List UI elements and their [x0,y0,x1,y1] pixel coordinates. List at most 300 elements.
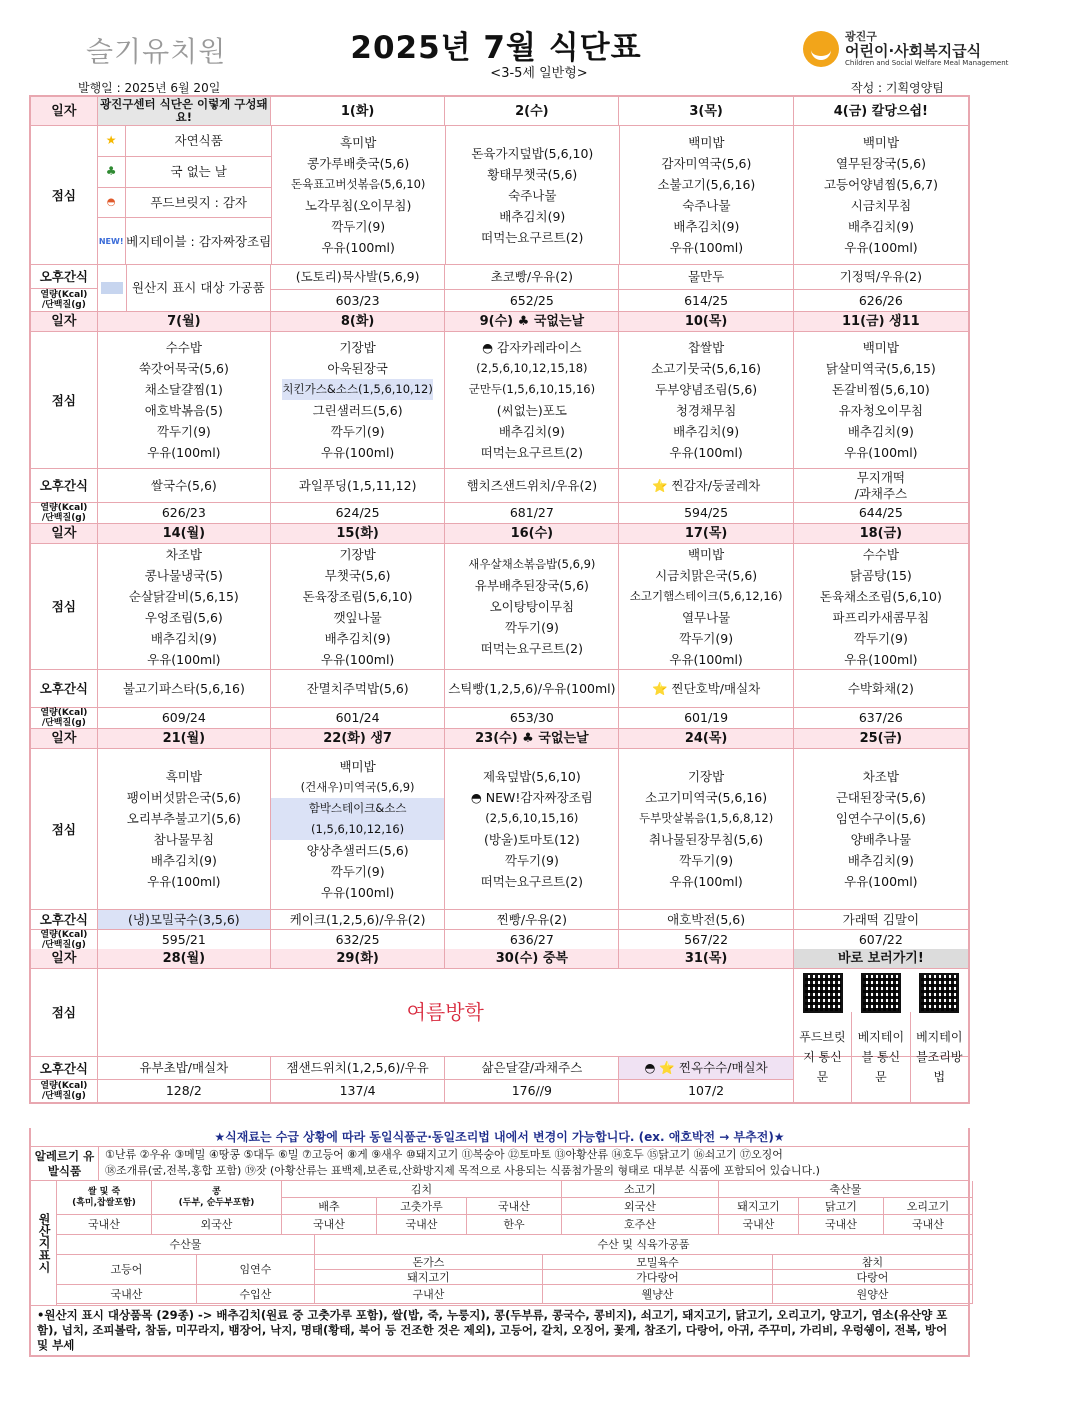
text-line: 소고기뭇국(5,6,16) [651,361,762,376]
origin-value: 국내산 [719,1215,799,1235]
text-line: 유부배추된장국(5,6) [474,578,589,593]
kcal-cell: 603/23 [335,293,380,308]
text-line: 떠먹는요구르트(2) [480,445,583,460]
lunch-cell [794,749,968,909]
week3-kcal-row [31,708,968,729]
logo-en-text: Children and Social Welfare Meal Management [845,59,1009,67]
origin-subheader: 배추 [282,1198,377,1215]
text-line: 백미밥 [688,135,725,150]
text-line: 깍두기(9) [853,630,908,646]
day-header: 31(목) [619,949,793,968]
day-header: 24(목) [619,729,793,748]
text-line: 우유(100ml) [844,445,918,460]
snack-kcal-cell [445,1057,619,1102]
day-header: 3(목) [619,97,793,125]
origin-subheader: 외국산 [562,1198,719,1215]
legend-box [98,126,272,264]
text-line: 함박스테이크&소스(1,5,6,10,12,16) [271,798,444,840]
text-line: 배추김치(9) [150,630,217,646]
smile-logo-icon [803,31,839,67]
week4-lunch-row [31,749,968,910]
text-line: 우유(100ml) [844,240,918,255]
text-line: /단백질(g) [41,939,86,950]
text-line: 새우살채소볶음밥(5,6,9) [468,557,596,571]
snack-cell: 초코빵/우유(2) [445,265,618,290]
lunch-label: 점심 [31,544,98,669]
kcal-cell: 626/23 [98,503,271,523]
lunch-label: 점심 [31,749,98,909]
text-line: 참나물무침 [153,832,215,847]
snack-kcal-cell [619,1057,793,1102]
text-line: 깍두기(9) [330,424,385,439]
week5-snack-kcal-row [31,1030,968,1102]
text-line: 소불고기(5,6,16) [657,177,756,192]
bottom-section [29,1128,970,1357]
week3-days-row [31,524,968,544]
origin-grid [57,1181,968,1305]
lunch-label: 점심 [31,126,98,264]
text-line: 닭곰탕(15) [849,567,912,583]
day-header: 15(화) [271,524,445,543]
quick-view-header: 바로 보러가기! [794,949,968,968]
author: 작성 : 기획영양팀 [851,81,944,95]
snack-kcal-cell [794,265,968,311]
label-stack [31,1057,98,1102]
kcal-cell: 609/24 [98,708,271,728]
logo-small-text: 광진구 [845,30,877,43]
text-line: 채소달걀찜(1) [144,382,223,397]
legend-text: 푸드브릿지 : 감자 [150,194,247,210]
origin-header: 수산물 [57,1235,315,1255]
text-line: 돈갈비찜(5,6,10) [831,382,930,397]
kcal-cell: 681/27 [445,503,619,523]
label-stack [31,265,98,311]
snack-cell: (도토리)묵사발(5,6,9) [271,265,444,290]
text-line: 돈육채소조림(5,6,10) [819,588,942,604]
text-line: 닭살미역국(5,6,15) [825,361,936,376]
text-line: 열량(Kcal) [40,503,88,513]
snack-cell: 쌀국수(5,6) [98,469,271,502]
kcal-cell: 637/26 [858,710,903,725]
snack-label: 오후간식 [31,469,98,502]
text-line: 제육덮밥(5,6,10) [482,769,581,784]
text-line: /단백질(g) [41,513,86,523]
text-line: /단백질(g) [41,718,86,728]
text-line: ◓ NEW!감자짜장조림 [470,790,593,805]
origin-header: 다랑어 [773,1270,973,1285]
snack-label: 오후간식 [31,265,97,289]
week4-snack-row [31,910,968,930]
lunch-label: 점심 [31,969,98,1056]
snack-cell: 찐빵/우유(2) [445,910,619,929]
day-header: 8(화) [271,312,445,331]
text-line: 무챗국(5,6) [324,567,391,583]
text-line: 우유(100ml) [147,445,221,460]
text-line: 무지개떡 [856,469,906,485]
text-line: 소고기햄스테이크(5,6,12,16) [629,588,783,603]
origin-header: 김치 [282,1181,562,1198]
week4-days-row [31,729,968,749]
snack-label: 오후간식 [31,910,98,929]
day-header: 28(월) [98,949,271,968]
origin-subheader: 돼지고기 [719,1198,799,1215]
origin-header [57,1181,152,1215]
kcal-cell: 137/4 [339,1083,376,1098]
text-line: 배추김치(9) [499,208,566,224]
text-line: 콩 [212,1186,221,1197]
origin-icon [98,265,127,311]
day-header: 30(수) 중복 [445,949,619,968]
origin-header: 가다랑어 [543,1270,773,1285]
kcal-cell: 632/25 [271,930,445,949]
text-line: 수수밥 [165,340,202,355]
text-line: 군만두(1,5,6,10,15,16) [468,382,596,396]
origin-label: 원산지표시 [31,1181,57,1305]
origin-value: 국내산 [377,1215,467,1235]
origin-value: 국내산 [57,1285,197,1304]
origin-header: 참치 [773,1255,973,1270]
kcal-cell: 107/2 [688,1083,725,1098]
text-line: 배추김치(9) [673,219,740,234]
week2-days-row [31,312,968,332]
text-line: 우유(100ml) [147,874,221,889]
snack-cell: 잼샌드위치(1,2,5,6)/우유 [271,1057,444,1080]
allergy-text [99,1147,968,1180]
lunch-cell [271,749,445,909]
text-line: 찹쌀밥 [687,340,725,355]
text-line: 오이탕탕이무침 [489,599,575,614]
day-label: 일자 [31,97,98,125]
lunch-cell [619,544,793,669]
text-line: 양상추샐러드(5,6) [306,842,409,858]
week1-lunch-row [31,126,968,265]
text-line: 두부양념조림(5,6) [655,382,758,397]
kcal-cell: 636/27 [445,930,619,949]
origin-legend [98,265,271,311]
qr-code-icon[interactable] [803,973,843,1013]
page-title: 2025년 7월 식단표 [350,30,642,66]
text-line: 백미밥 [339,758,376,774]
text-line: 기장밥 [339,546,376,562]
text-line: 배추김치(9) [847,853,914,868]
origin-value: 원양산 [773,1285,973,1304]
lunch-cell [446,126,620,264]
day-header: 1(화) [271,97,445,125]
text-line: /단백질(g) [41,300,86,311]
text-line: 숙주나물 [508,187,557,203]
kcal-cell: 594/25 [619,503,793,523]
day-header: 11(금) 생11 [794,312,968,331]
day-header: 29(화) [271,949,445,968]
day-header: 14(월) [98,524,271,543]
origin-value: 한우 [467,1215,562,1235]
text-line: 돈육가지덮밥(5,6,10) [471,145,594,161]
text-line: (두부, 순두부포함) [178,1197,255,1208]
text-line: 열량(Kcal) [40,708,88,718]
text-line: 차조밥 [165,546,202,562]
new-badge-icon: NEW! [97,218,126,264]
text-line: 순살닭갈비(5,6,15) [128,588,239,604]
day-label: 일자 [31,312,98,331]
kcal-label [31,503,98,523]
snack-cell: 기정떡/우유(2) [794,265,968,290]
allergy-row [31,1147,968,1181]
kcal-cell: 601/24 [271,708,445,728]
text-line: 콩가루배춧국(5,6) [307,156,410,171]
snack-cell: ⭐ 찐감자/둥굴레차 [619,469,793,502]
kcal-cell: 567/22 [619,930,793,949]
snack-cell: 가래떡 김말이 [842,911,920,927]
notice: ★식재료는 수급 상황에 따라 동일식품군·동일조리법 내에서 변경이 가능합니다. (ex. 애호박전 → 부추전)★ [31,1128,968,1147]
week1-snack-kcal-row [31,265,968,312]
snack-cell: ◓ ⭐ 찐옥수수/매실차 [619,1057,792,1080]
origin-header: 소고기 [562,1181,719,1198]
text-line: 열무된장국(5,6) [835,156,926,171]
origin-value: 호주산 [562,1215,719,1235]
text-line: 우유(100ml) [669,240,744,255]
snack-cell: 유부초밥/매실차 [98,1057,270,1080]
legend-item [97,218,271,264]
text-line: 배추김치(9) [324,630,391,646]
snack-cell: ⭐ 찐단호박/매실차 [619,670,793,707]
text-line: /과채주스 [854,485,908,501]
text-line: 백미밥 [687,546,725,562]
text-line: (흑미,찹쌀포함) [72,1197,136,1208]
text-line: /단백질(g) [41,1091,86,1101]
text-line: 감자미역국(5,6) [661,156,752,171]
day-header: 16(수) [445,524,619,543]
origin-header: 돼지고기 [315,1270,543,1285]
day-header: 10(목) [619,312,793,331]
lunch-label: 점심 [31,332,98,468]
gwangjin-logo [803,28,1009,72]
origin-header: 수산 및 식육가공품 [315,1235,973,1255]
lunch-cell [619,749,793,909]
week2-lunch-row [31,332,968,469]
text-line: 깍두기(9) [504,853,559,868]
text-line: 근대된장국(5,6) [835,790,926,805]
qr-label: 베지테이블 통신문 [852,1012,910,1102]
publish-date: 발행일 : 2025년 6월 20일 [78,81,221,95]
qr-labels [794,1012,968,1102]
day-label: 일자 [31,729,98,748]
kcal-cell: 614/25 [684,293,729,308]
origin-subheader: 고춧가루 [377,1198,467,1215]
text-line: 우유(100ml) [320,445,395,460]
snack-cell: 삶은달걀/과채주스 [445,1057,618,1080]
origin-value: 웰냥산 [543,1285,773,1304]
text-line: 임연수구이(5,6) [835,811,926,826]
origin-value: 국내산 [57,1215,152,1235]
text-line: 돈육장조림(5,6,10) [302,588,413,604]
text-line: 유자청오이무침 [838,403,924,418]
legend-text: 자연식품 [174,133,223,149]
kcal-label [31,930,98,949]
text-line: 파프리카새콤무침 [832,609,930,625]
week2-snack-row [31,469,968,503]
day-header: 7(월) [98,312,271,331]
qr-label: 푸드브릿지 통신문 [794,1012,852,1102]
origin-value: 국내산 [282,1215,377,1235]
day-header: 4(금) 칼당으쉽! [794,97,968,125]
text-line: 우유(100ml) [844,651,918,667]
week1-day-row [31,97,968,126]
origin-header: 돈가스 [315,1255,543,1270]
text-line: 쌀 및 죽 [87,1186,121,1197]
origin-value: 수입산 [197,1285,315,1304]
text-line: (씨없는)포도 [496,403,567,418]
lunch-cell [271,332,445,468]
text-line: 깍두기(9) [331,219,386,234]
text-line: 우엉조림(5,6) [144,609,223,625]
kcal-cell: 653/30 [445,708,619,728]
text-line: 양배추나물 [850,832,912,847]
text-line: 깍두기(9) [504,620,559,635]
menu-table [29,95,970,1104]
kcal-cell: 626/26 [858,293,903,308]
kcal-cell: 601/19 [619,708,793,728]
origin-value: 외국산 [152,1215,282,1235]
text-line: 떠먹는요구르트(2) [481,229,584,245]
snack-cell: 스틱빵(1,2,5,6)/우유(100ml) [445,670,619,707]
qr-code-icon[interactable] [861,973,901,1013]
lunch-cell [271,544,445,669]
origin-header [152,1181,282,1215]
text-line: 그린샐러드(5,6) [312,403,403,418]
text-line: 취나물된장무침(5,6) [649,832,764,847]
text-line: 숙주나물 [682,198,731,213]
text-line: 떠먹는요구르트(2) [480,641,583,656]
origin-header: 모밀육수 [543,1255,773,1270]
text-line: 팽이버섯맑은국(5,6) [126,790,241,805]
text-line: 소고기미역국(5,6,16) [645,790,768,805]
legend-item [97,126,271,157]
kcal-cell: 652/25 [509,293,554,308]
text-line: 깍두기(9) [679,630,734,646]
text-line: 시금치맑은국(5,6) [655,567,758,583]
snack-cell: 햄치즈샌드위치/우유(2) [445,469,619,502]
origin-header: 고등어 [57,1255,197,1285]
lunch-cell [794,332,968,468]
text-line: 우유(100ml) [320,884,395,900]
page-subtitle: <3-5세 일반형> [490,66,588,81]
snack-kcal-cell [271,265,445,311]
kcal-cell: 176//9 [511,1083,552,1098]
origin-header: 임연수 [197,1255,315,1285]
kcal-cell: 644/25 [858,505,903,520]
text-line: 쑥갓어묵국(5,6) [138,361,229,376]
text-line: 우유(100ml) [669,651,743,667]
summer-vacation: 여름방학 [98,969,794,1056]
snack-kcal-cell [619,265,793,311]
text-line: 노각무침(오이무침) [305,198,412,213]
text-line: 깍두기(9) [330,863,385,879]
text-line: ◓ 감자카레라이스 [482,340,582,355]
allergy-line: ⑱조개류(굴,전복,홍합 포함) ⑲잣 (아황산류는 표백제,보존료,산화방지제 목적으로 사용되는 식품첨가물의 형태로 대부분 식품에 포함되어 있습니다.) [105,1164,820,1177]
text-line: 오리부추불고기(5,6) [126,811,241,826]
text-line: 백미밥 [862,340,899,355]
text-line: 고등어양념찜(5,6,7) [823,177,938,192]
origin-subheader: 국내산 [467,1198,562,1215]
day-header: 25(금) [794,729,968,748]
day-header: 21(월) [98,729,271,748]
text-line: 황태무챗국(5,6) [487,166,578,182]
origin-table [31,1181,968,1306]
star-icon: ★ [97,126,126,156]
text-line: 우유(100ml) [147,651,221,667]
kcal-label [40,289,87,311]
lunch-cell [272,126,446,264]
legend-text: 국 없는 날 [170,164,227,180]
text-line: 열무나물 [681,609,731,625]
text-line: 배추김치(9) [150,853,217,868]
day-header: 9(수) ♣ 국없는날 [445,312,619,331]
text-line: 애호박볶음(5) [144,403,223,418]
rainbow-icon: ◓ [97,188,126,218]
kcal-label [40,1080,87,1102]
weeks-2-4 [31,312,968,949]
text-line: 배추김치(9) [847,424,914,439]
week2-kcal-row [31,503,968,524]
snack-cell: 과일푸딩(1,5,11,12) [271,469,445,502]
kcal-cell: 595/21 [98,930,271,949]
lunch-cell [794,544,968,669]
text-line: (건새우)미역국(5,6,9) [300,779,415,794]
text-line: 시금치무침 [850,198,912,213]
text-line: 백미밥 [862,135,900,150]
text-line: 우유(100ml) [844,874,918,889]
text-line: 깻잎나물 [333,609,382,625]
allergy-label: 알레르기 유발식품 [31,1147,99,1180]
snack-cell: (냉)모밀국수(3,5,6) [98,910,271,929]
text-line: (2,5,6,10,15,16) [485,811,579,825]
text-line: 돈육표고버섯볶음(5,6,10) [290,177,426,191]
text-line: 우유(100ml) [320,651,395,667]
lunch-cell [98,749,271,909]
qr-code-icon[interactable] [919,973,959,1013]
day-header: 22(화) 생7 [271,729,445,748]
text-line: 열량(Kcal) [40,290,88,301]
snack-cell: 케이크(1,2,5,6)/우유(2) [271,910,445,929]
day-header: 18(금) [794,524,968,543]
text-line: 치킨가스&소스(1,5,6,10,12) [282,379,432,400]
lunch-cell [445,332,619,468]
logo-main-text: 어린이·사회복지급식 [845,42,982,60]
snack-cell: 수박화채(2) [847,680,914,696]
snack-kcal-cell [98,1057,271,1102]
day-header: 2(수) [445,97,619,125]
text-line: 기장밥 [687,769,725,784]
lunch-cell [98,332,271,468]
text-line: 떠먹는요구르트(2) [480,874,583,889]
text-line: 배추김치(9) [498,424,565,439]
clover-icon: ♣ [97,157,126,187]
text-line: 깍두기(9) [679,853,734,868]
kcal-cell: 128/2 [165,1083,202,1098]
text-line: 기장밥 [339,340,376,355]
text-line: 두부맛살볶음(1,5,6,8,12) [639,811,774,825]
text-line: 수수밥 [862,546,899,562]
kcal-cell: 607/22 [858,931,903,947]
origin-header: 축산물 [719,1181,973,1198]
text-line: 흑미밥 [165,769,202,784]
legend-item [97,157,271,188]
origin-value: 국내산 [799,1215,884,1235]
snack-cell: 물만두 [619,265,792,290]
legend-item [97,188,271,219]
text-line: 흑미밥 [340,135,377,150]
text-line: 우유(100ml) [321,240,395,255]
